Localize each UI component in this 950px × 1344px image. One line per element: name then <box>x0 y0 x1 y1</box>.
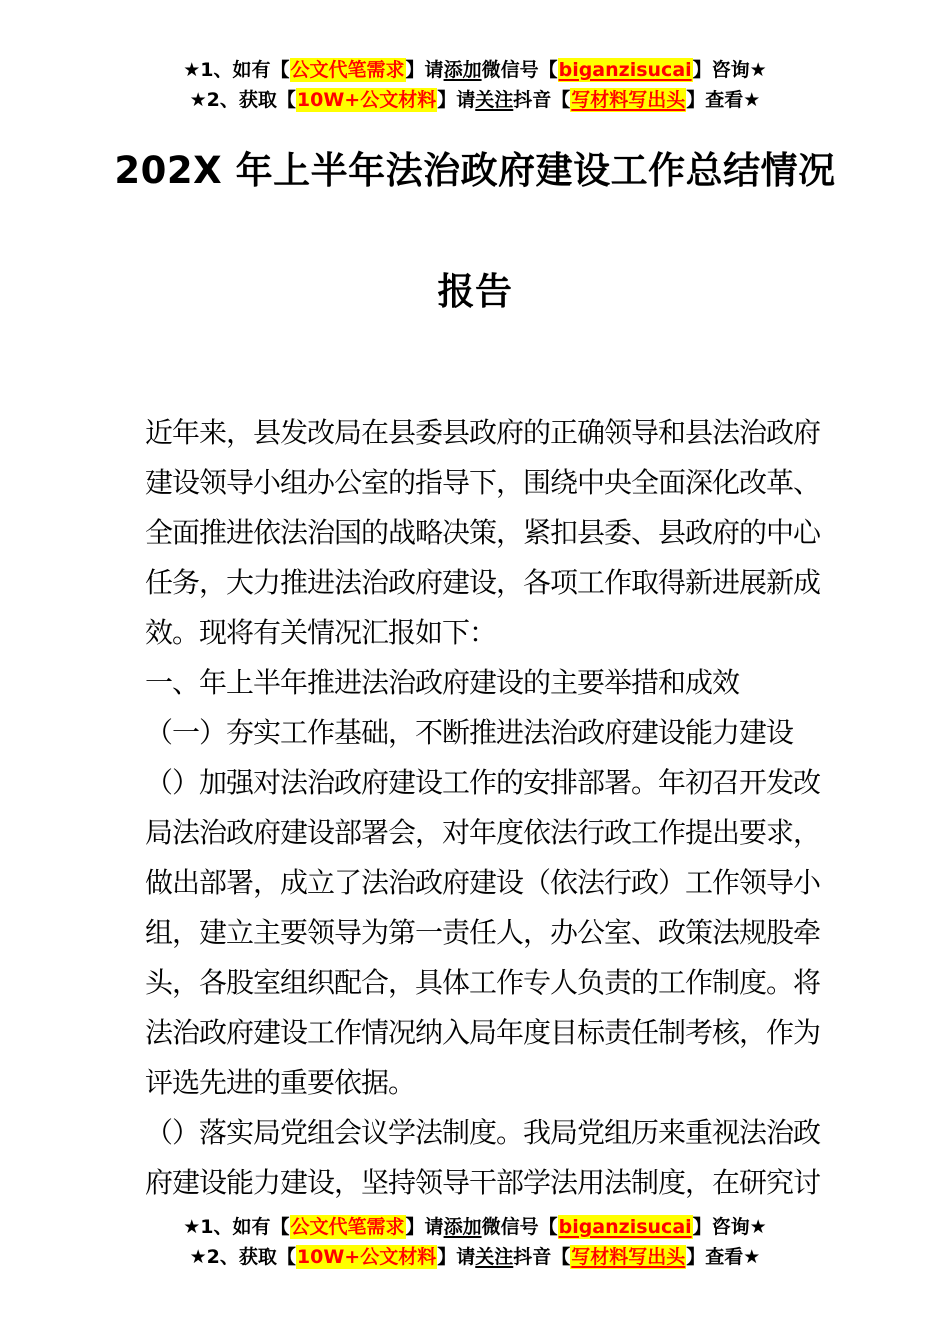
promo-segment: 】查看★ <box>686 1246 761 1268</box>
promo-segment: 】请 <box>405 59 444 81</box>
body-line: （一）夯实工作基础，不断推进法治政府建设能力建设 <box>145 716 794 749</box>
body-line: 效。现将有关情况汇报如下： <box>145 616 497 649</box>
promo-segment: biganzisucai <box>558 1216 692 1238</box>
promo-segment: 写材料写出头 <box>571 89 686 111</box>
promo-segment: 抖音【 <box>513 1246 571 1268</box>
body-line: 评选先进的重要依据。 <box>145 1066 416 1099</box>
promo-segment: biganzisucai <box>558 59 692 81</box>
promo-segment: ★2、获取【 <box>189 89 296 111</box>
document-title <box>0 110 950 352</box>
promo-segment: ★1、如有【 <box>183 59 290 81</box>
promo-segment: 添加 <box>443 1216 482 1238</box>
promo-segment: 微信号【 <box>481 59 558 81</box>
promo-segment: 公文代笔需求 <box>290 1216 405 1238</box>
body-line: 近年来，县发改局在县委县政府的正确领导和县法治政府 <box>145 416 821 449</box>
body-line: 全面推进依法治国的战略决策，紧扣县委、县政府的中心 <box>145 516 821 549</box>
body-line: 府建设能力建设，坚持领导干部学法用法制度，在研究讨 <box>145 1166 821 1199</box>
title-line-1: 202X 年上半年法治政府建设工作总结情况 <box>114 149 836 192</box>
body-line: 建设领导小组办公室的指导下，围绕中央全面深化改革、 <box>145 466 821 499</box>
body-line: 法治政府建设工作情况纳入局年度目标责任制考核，作为 <box>145 1016 821 1049</box>
promo-segment: 10W+公文材料 <box>296 89 437 111</box>
promo-segment: 抖音【 <box>513 89 571 111</box>
promo-segment: 关注 <box>475 89 514 111</box>
promo-segment: 公文代笔需求 <box>290 59 405 81</box>
promo-segment: 】请 <box>437 89 476 111</box>
promo-segment: ★2、获取【 <box>189 1246 296 1268</box>
promo-segment: 10W+公文材料 <box>296 1246 437 1268</box>
promo-segment: ★1、如有【 <box>183 1216 290 1238</box>
body-line: 组，建立主要领导为第一责任人，办公室、政策法规股牵 <box>145 916 821 949</box>
body-line: 头，各股室组织配合，具体工作专人负责的工作制度。将 <box>145 966 821 999</box>
promo-segment: 】查看★ <box>686 89 761 111</box>
body-line: （）落实局党组会议学法制度。我局党组历来重视法治政 <box>145 1116 821 1149</box>
promo-line <box>0 55 950 85</box>
body-line: （）加强对法治政府建设工作的安排部署。年初召开发改 <box>145 766 821 799</box>
promo-segment: 写材料写出头 <box>571 1246 686 1268</box>
promo-line <box>0 1212 950 1242</box>
promo-segment: 】咨询★ <box>692 59 767 81</box>
body-line: 局法治政府建设部署会，对年度依法行政工作提出要求， <box>145 816 821 849</box>
promo-segment: 】请 <box>437 1246 476 1268</box>
title-line-2: 报告 <box>437 270 513 313</box>
promo-header <box>0 55 950 115</box>
promo-segment: 添加 <box>443 59 482 81</box>
promo-segment: 】咨询★ <box>692 1216 767 1238</box>
body-line: 做出部署，成立了法治政府建设（依法行政）工作领导小 <box>145 866 821 899</box>
promo-segment: 微信号【 <box>481 1216 558 1238</box>
promo-line <box>0 1242 950 1272</box>
promo-footer <box>0 1212 950 1272</box>
body-line: 任务，大力推进法治政府建设，各项工作取得新进展新成 <box>145 566 821 599</box>
document-body <box>145 408 825 1208</box>
promo-segment: 关注 <box>475 1246 514 1268</box>
body-line: 一、年上半年推进法治政府建设的主要举措和成效 <box>145 666 740 699</box>
promo-segment: 】请 <box>405 1216 444 1238</box>
